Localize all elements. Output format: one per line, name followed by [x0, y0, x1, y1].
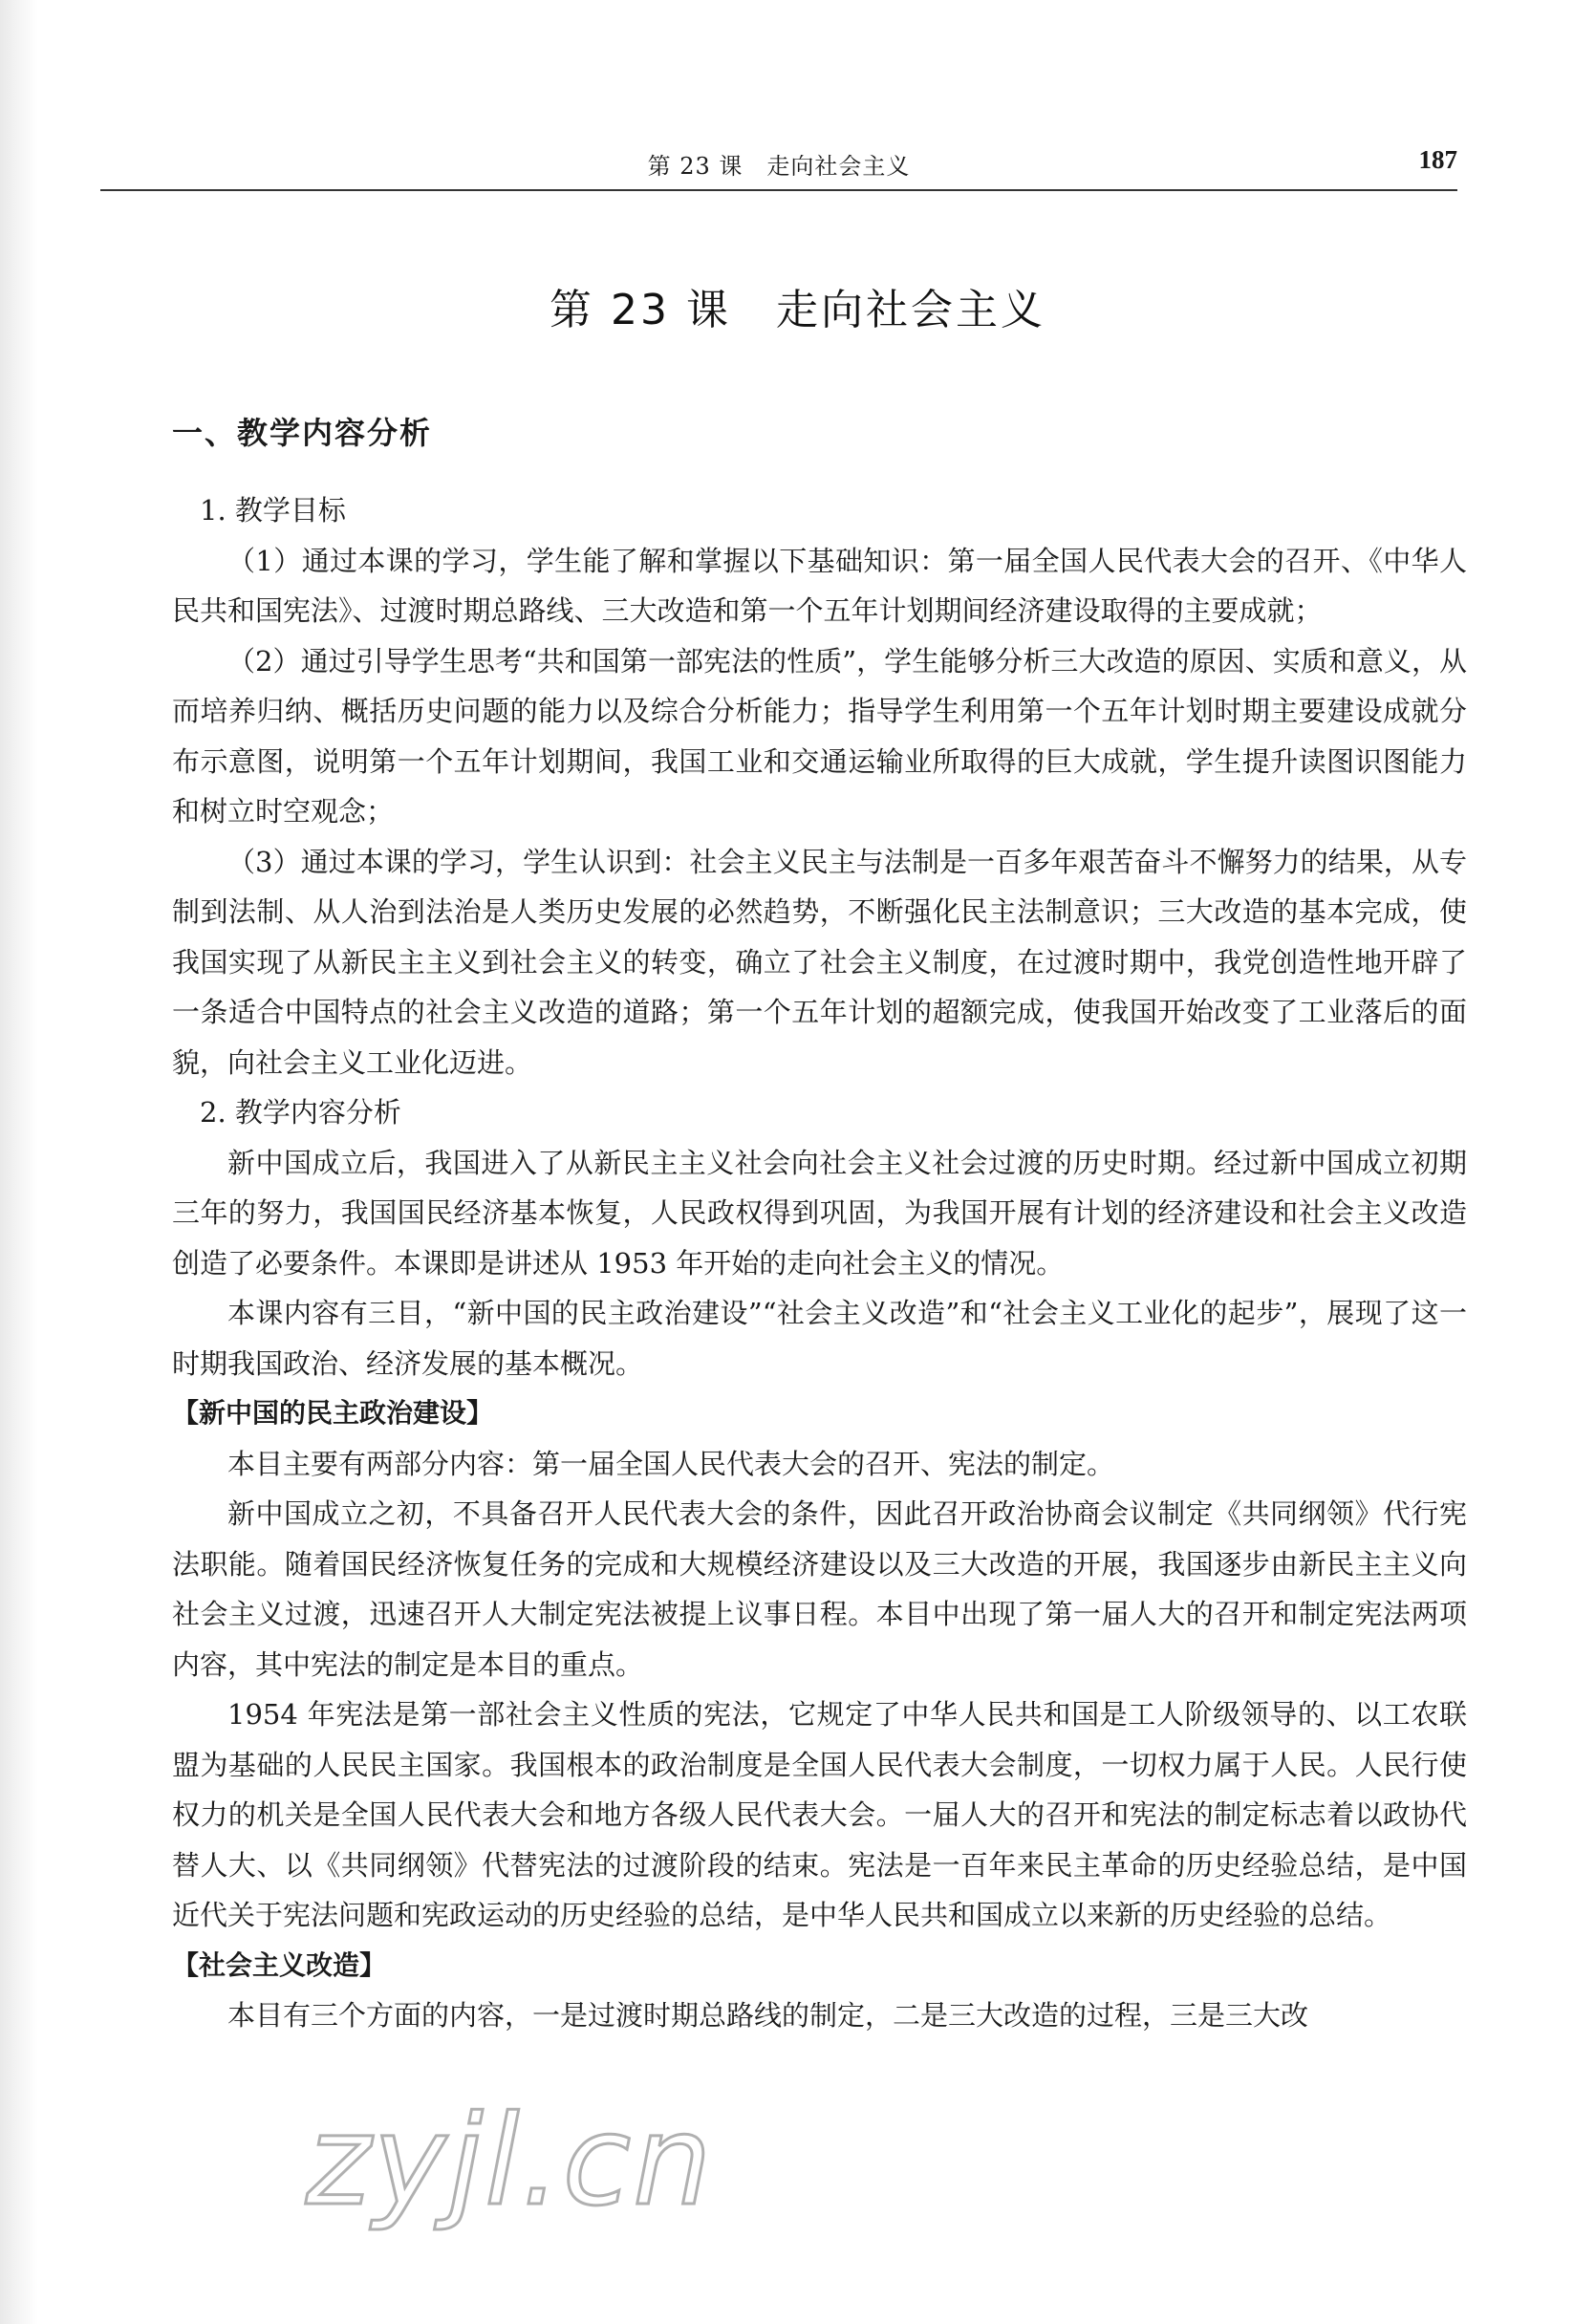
topic-heading-socialist-transformation: 【社会主义改造】	[172, 1948, 387, 1981]
subheading-teaching-goals: 1. 教学目标	[200, 494, 346, 527]
paragraph-three-topics: 本课内容有三目，“新中国的民主政治建设”“社会主义改造”和“社会主义工业化的起步”，展现了这一时期我国政治、经济发展的基本概况。	[172, 1297, 1467, 1380]
paragraph-intro: 新中国成立后，我国进入了从新民主主义社会向社会主义社会过渡的历史时期。经过新中国成立初期三年的努力，我国国民经济基本恢复，人民政权得到巩固，为我国开展有计划的经济建设和社会主义改造创造了必要条件。本课即是讲述从 1953 年开始的走向社会主义的情况。	[172, 1146, 1467, 1280]
paragraph-goal-3: （3）通过本课的学习，学生认识到：社会主义民主与法制是一百多年艰苦奋斗不懈努力的结果，从专制到法制、从人治到法治是人类历史发展的必然趋势，不断强化民主法制意识；三大改造的基本完成，使我国实现了从新民主主义到社会主义的转变，确立了社会主义制度，在过渡时期中，我党创造性地开辟了一条适合中国特点的社会主义改造的道路；第一个五年计划的超额完成，使我国开始改变了工业落后的面貌，向社会主义工业化迈进。	[172, 845, 1467, 1079]
body-text	[172, 485, 1467, 2041]
subheading-content-analysis: 2. 教学内容分析	[200, 1096, 401, 1129]
lesson-title: 第 23 课 走向社会主义	[550, 286, 1045, 334]
running-header	[100, 143, 1457, 191]
paragraph-1954-constitution: 1954 年宪法是第一部社会主义性质的宪法，它规定了中华人民共和国是工人阶级领导的、以工农联盟为基础的人民民主国家。我国根本的政治制度是全国人民代表大会制度，一切权力属于人民。人民行使权力的机关是全国人民代表大会和地方各级人民代表大会。一届人大的召开和宪法的制定标志着以政协代替人大、以《共同纲领》代替宪法的过渡阶段的结束。宪法是一百年来民主革命的历史经验总结，是中国近代关于宪法问题和宪政运动的历史经验的总结，是中华人民共和国成立以来新的历史经验的总结。	[172, 1698, 1467, 1931]
page-number: 187	[1418, 145, 1457, 174]
running-header-title: 第 23 课 走向社会主义	[647, 153, 911, 180]
paragraph-goal-2: （2）通过引导学生思考“共和国第一部宪法的性质”，学生能够分析三大改造的原因、实质和意义，从而培养归纳、概括历史问题的能力以及综合分析能力；指导学生利用第一个五年计划时期主要建设成就分布示意图，说明第一个五年计划期间，我国工业和交通运输业所取得的巨大成就，学生提升读图识图能力和树立时空观念；	[172, 644, 1467, 828]
scanned-page-edge	[0, 0, 38, 2324]
paragraph-common-program: 新中国成立之初，不具备召开人民代表大会的条件，因此召开政治协商会议制定《共同纲领》代行宪法职能。随着国民经济恢复任务的完成和大规模经济建设以及三大改造的开展，我国逐步由新民主主义向社会主义过渡，迅速召开人大制定宪法被提上议事日程。本目中出现了第一届人大的召开和制定宪法两项内容，其中宪法的制定是本目的重点。	[172, 1497, 1467, 1681]
watermark-logo: zyjl.cn	[306, 2088, 714, 2233]
paragraph-topic-parts: 本目主要有两部分内容：第一届全国人民代表大会的召开、宪法的制定。	[227, 1447, 1115, 1480]
section-heading: 一、教学内容分析	[172, 415, 433, 451]
paragraph-transformation-content: 本目有三个方面的内容，一是过渡时期总路线的制定，二是三大改造的过程，三是三大改	[227, 1999, 1309, 2032]
paragraph-goal-1: （1）通过本课的学习，学生能了解和掌握以下基础知识：第一届全国人民代表大会的召开、《中华人民共和国宪法》、过渡时期总路线、三大改造和第一个五年计划期间经济建设取得的主要成就；	[172, 544, 1467, 627]
topic-heading-democratic-politics: 【新中国的民主政治建设】	[172, 1397, 494, 1429]
